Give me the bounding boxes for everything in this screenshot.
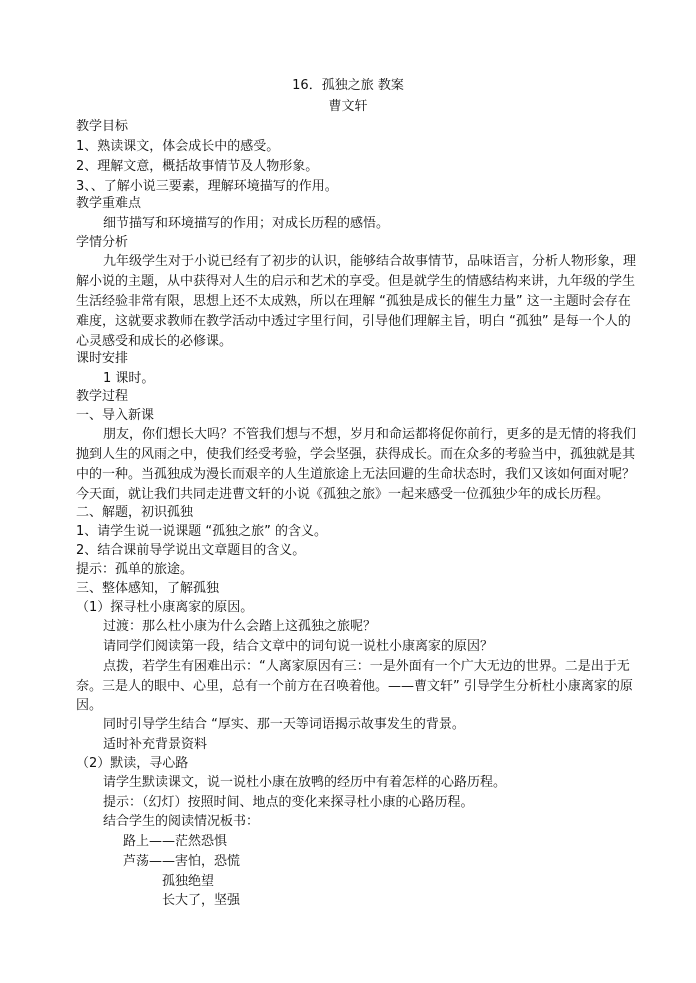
key-text: 细节描写和环境描写的作用；对成长历程的感悟。 [103, 216, 390, 231]
section-heading: 一、导入新课 [76, 408, 155, 423]
body-line: 同时引导学生结合 “厚实、那一天等词语揭示故事发生的背景。 [103, 717, 465, 732]
board-line: 长大了，坚强 [162, 893, 241, 908]
body-line: 点拨，若学生有困难出示：“人离家原因有三：一是外面有一个广大无边的世界。二是出于无 [103, 659, 630, 674]
body-line: 请同学们阅读第一段，结合文章中的词句说一说杜小康离家的原因？ [103, 639, 494, 654]
board-line: 路上——茫然恐惧 [123, 834, 228, 849]
process-heading: 教学过程 [76, 389, 129, 404]
analysis-line: 解小说的主题，从中获得对人生的启示和艺术的享受。但是就学生的情感结构来讲，九年级的学生 [76, 274, 636, 289]
hint-text: 提示：孤单的旅途。 [76, 562, 194, 577]
goal-item: 1、熟读课文，体会成长中的感受。 [76, 139, 280, 154]
section-heading: 三、整体感知，了解孤独 [76, 581, 220, 596]
body-line: 因。 [76, 698, 103, 713]
intro-line: 今天面，就让我们共同走进曹文轩的小说《孤独之旅》一起来感受一位孤独少年的成长历程。 [76, 487, 610, 502]
analysis-line: 生活经验非常有限，思想上还不太成熟，所以在理解 “孤独是成长的催生力量” 这一主题时会存在 [76, 294, 631, 309]
key-heading: 教学重难点 [76, 196, 142, 211]
list-item: 2、结合课前导学说出文章题目的含义。 [76, 543, 306, 558]
goal-item: 2、理解文意，概括故事情节及人物形象。 [76, 159, 319, 174]
goals-heading: 教学目标 [76, 119, 129, 134]
list-item: 1、请学生说一说课题 “孤独之旅” 的含义。 [76, 524, 328, 539]
doc-title: 16．孤独之旅 教案 [292, 78, 404, 93]
board-line: 孤独绝望 [162, 874, 215, 889]
section-heading: 二、解题，初识孤独 [76, 505, 194, 520]
goal-item: 3、、了解小说三要素，理解环境描写的作用。 [76, 179, 338, 194]
body-line: 结合学生的阅读情况板书： [103, 814, 260, 829]
subsection-heading: （2）默读，寻心路 [76, 756, 189, 771]
body-line: 请学生默读课文，说一说杜小康在放鸭的经历中有着怎样的心路历程。 [103, 775, 507, 790]
body-line: 奈。三是人的眼中、心里，总有一个前方在召唤着他。——曹文轩” 引导学生分析杜小康离家的原 [76, 679, 633, 694]
intro-line: 中的一种。当孤独成为漫长而艰辛的人生道旅途上无法回避的生命状态时，我们又该如何面对呢？ [76, 467, 636, 482]
analysis-line: 难度，这就要求教师在教学活动中透过字里行间，引导他们理解主旨，明白 “孤独” 是每一个人的 [76, 314, 631, 329]
schedule-heading: 课时安排 [76, 351, 129, 366]
analysis-line: 心灵感受和成长的必修课。 [76, 334, 233, 349]
schedule-text: 1 课时。 [103, 371, 155, 386]
subsection-heading: （1）探寻杜小康离家的原因。 [76, 600, 254, 615]
body-line: 过渡：那么杜小康为什么会踏上这孤独之旅呢？ [103, 619, 377, 634]
intro-line: 朋友，你们想长大吗？不管我们想与不想，岁月和命运都将促你前行，更多的是无情的将我们 [103, 427, 637, 442]
analysis-line: 九年级学生对于小说已经有了初步的认识，能够结合故事情节，品味语言，分析人物形象，理 [103, 254, 637, 269]
body-line: 提示：（幻灯）按照时间、地点的变化来探寻杜小康的心路历程。 [103, 795, 474, 810]
analysis-heading: 学情分析 [76, 235, 129, 250]
body-line: 适时补充背景资料 [103, 737, 208, 752]
intro-line: 抛到人生的风雨之中，使我们经受考验，学会坚强，获得成长。而在众多的考验当中，孤独就是其 [76, 447, 636, 462]
doc-author: 曹文轩 [328, 99, 368, 114]
board-line: 芦荡——害怕，恐慌 [123, 854, 241, 869]
